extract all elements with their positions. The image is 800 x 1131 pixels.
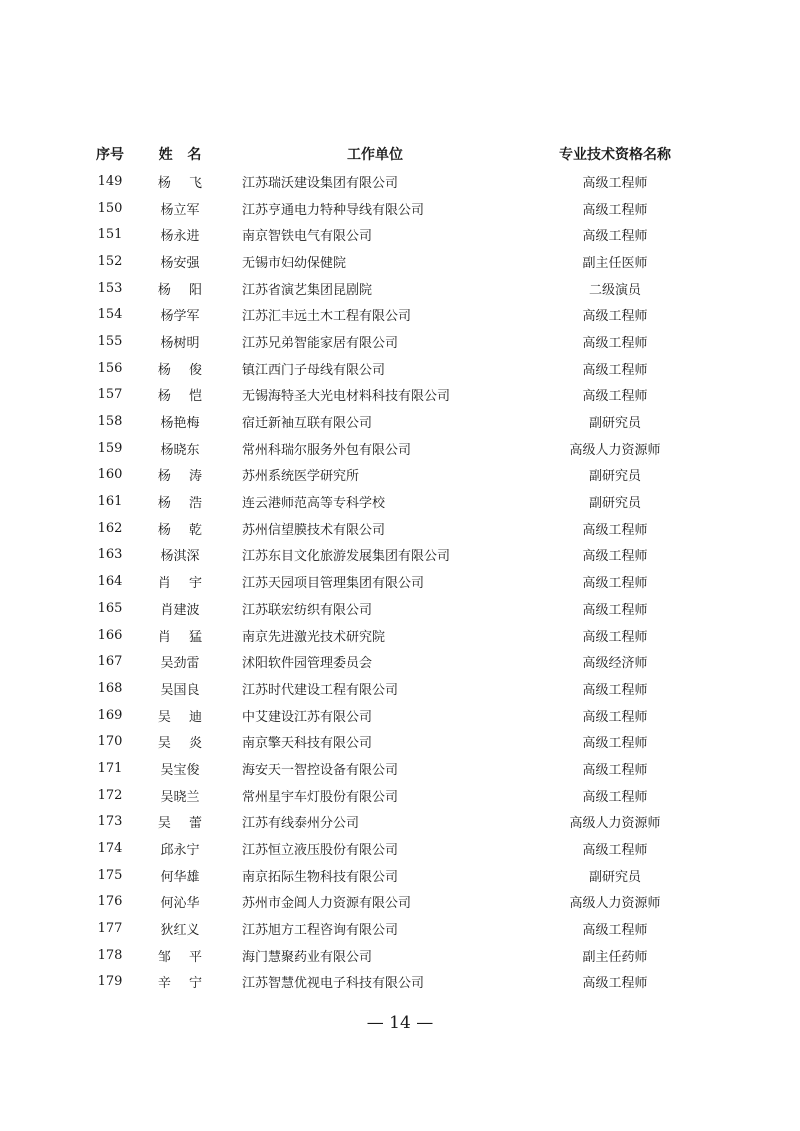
person-name: 吴劲雷 xyxy=(160,656,200,672)
qualification-title: 高级工程师 xyxy=(582,549,648,565)
work-unit: 镇江西门子母线有限公司 xyxy=(242,362,386,378)
person-name: 狄红义 xyxy=(160,923,200,939)
work-unit: 苏州市金阊人力资源有限公司 xyxy=(242,896,412,912)
person-name: 杨树明 xyxy=(160,335,200,351)
person-name: 吴 炎 xyxy=(157,736,203,752)
table-row xyxy=(90,728,710,755)
qualification-title: 高级工程师 xyxy=(582,789,648,805)
work-unit: 江苏联宏纺织有限公司 xyxy=(242,602,373,618)
person-name: 杨 恺 xyxy=(157,389,203,405)
qualification-title: 高级工程师 xyxy=(582,522,648,538)
person-name: 杨 涛 xyxy=(157,469,203,485)
work-unit: 苏州信望膜技术有限公司 xyxy=(242,522,386,538)
qualification-title: 高级工程师 xyxy=(582,682,648,698)
qualification-title: 副研究员 xyxy=(588,416,641,432)
person-name: 吴 迪 xyxy=(157,709,203,725)
table-row xyxy=(90,595,710,622)
table-row xyxy=(90,382,710,409)
person-name: 吴 蕾 xyxy=(157,816,203,832)
page-number: — 14 — xyxy=(366,1013,434,1033)
table-row xyxy=(90,542,710,569)
row-number: 178 xyxy=(97,947,123,963)
table-body xyxy=(90,168,710,995)
table-row xyxy=(90,702,710,729)
work-unit: 江苏兄弟智能家居有限公司 xyxy=(242,335,399,351)
work-unit: 江苏省演艺集团昆剧院 xyxy=(242,282,373,298)
person-name: 杨淇深 xyxy=(160,549,200,565)
row-number: 171 xyxy=(97,760,123,776)
person-name: 肖 宇 xyxy=(157,576,203,592)
row-number: 161 xyxy=(97,494,123,510)
row-number: 157 xyxy=(97,387,123,403)
person-name: 邱永宁 xyxy=(160,843,200,859)
person-name: 杨安强 xyxy=(160,255,200,271)
work-unit: 无锡海特圣大光电材料科技有限公司 xyxy=(242,389,451,405)
header-title: 专业技术资格名称 xyxy=(559,147,671,163)
table-row xyxy=(90,275,710,302)
row-number: 149 xyxy=(97,173,123,189)
work-unit: 江苏时代建设工程有限公司 xyxy=(242,682,399,698)
table-row xyxy=(90,328,710,355)
table-row xyxy=(90,889,710,916)
row-number: 158 xyxy=(97,414,123,430)
row-number: 177 xyxy=(97,921,123,937)
person-name: 吴宝俊 xyxy=(160,762,200,778)
qualification-title: 高级工程师 xyxy=(582,629,648,645)
row-number: 172 xyxy=(97,787,123,803)
qualification-title: 高级工程师 xyxy=(582,762,648,778)
row-number: 164 xyxy=(97,574,123,590)
person-name: 杨 俊 xyxy=(157,362,203,378)
person-name: 何华雄 xyxy=(160,869,200,885)
person-name: 杨 乾 xyxy=(157,522,203,538)
row-number: 163 xyxy=(97,547,123,563)
work-unit: 江苏天园项目管理集团有限公司 xyxy=(242,576,425,592)
row-number: 166 xyxy=(97,627,123,643)
table-row xyxy=(90,301,710,328)
qualification-title: 副研究员 xyxy=(588,469,641,485)
qualification-title: 高级工程师 xyxy=(582,923,648,939)
work-unit: 江苏瑞沃建设集团有限公司 xyxy=(242,175,399,191)
row-number: 154 xyxy=(97,307,123,323)
person-name: 何沁华 xyxy=(160,896,200,912)
table-row xyxy=(90,755,710,782)
table-row xyxy=(90,782,710,809)
header-no: 序号 xyxy=(96,147,124,163)
qualification-title: 高级工程师 xyxy=(582,736,648,752)
table-row xyxy=(90,488,710,515)
qualification-title: 高级工程师 xyxy=(582,843,648,859)
qualification-title: 高级人力资源师 xyxy=(569,896,661,912)
table-row xyxy=(90,435,710,462)
person-name: 肖建波 xyxy=(160,602,200,618)
qualification-title: 高级工程师 xyxy=(582,229,648,245)
work-unit: 宿迁新袖互联有限公司 xyxy=(242,416,373,432)
row-number: 156 xyxy=(97,360,123,376)
row-number: 170 xyxy=(97,734,123,750)
qualification-title: 高级工程师 xyxy=(582,709,648,725)
table-row xyxy=(90,622,710,649)
row-number: 168 xyxy=(97,680,123,696)
work-unit: 江苏东目文化旅游发展集团有限公司 xyxy=(242,549,451,565)
work-unit: 江苏智慧优视电子科技有限公司 xyxy=(242,976,425,992)
person-name: 邹 平 xyxy=(157,949,203,965)
table-row xyxy=(90,862,710,889)
row-number: 153 xyxy=(97,280,123,296)
work-unit: 南京先进激光技术研究院 xyxy=(242,629,386,645)
person-name: 吴晓兰 xyxy=(160,789,200,805)
table-row xyxy=(90,648,710,675)
person-name: 杨艳梅 xyxy=(160,416,200,432)
work-unit: 江苏汇丰远土木工程有限公司 xyxy=(242,309,412,325)
row-number: 167 xyxy=(97,654,123,670)
work-unit: 沭阳软件园管理委员会 xyxy=(242,656,373,672)
qualification-title: 高级工程师 xyxy=(582,335,648,351)
work-unit: 南京拓际生物科技有限公司 xyxy=(242,869,399,885)
work-unit: 江苏有线泰州分公司 xyxy=(242,816,360,832)
work-unit: 无锡市妇幼保健院 xyxy=(242,255,347,271)
qualification-title: 副主任药师 xyxy=(582,949,648,965)
person-name: 吴国良 xyxy=(160,682,200,698)
row-number: 159 xyxy=(97,440,123,456)
table-header-row xyxy=(90,140,710,168)
person-name: 杨永进 xyxy=(160,229,200,245)
person-name: 杨 阳 xyxy=(157,282,203,298)
row-number: 176 xyxy=(97,894,123,910)
work-unit: 海门慧聚药业有限公司 xyxy=(242,949,373,965)
qualification-title: 副主任医师 xyxy=(582,255,648,271)
qualification-title: 高级工程师 xyxy=(582,362,648,378)
row-number: 179 xyxy=(97,974,123,990)
qualification-title: 二级演员 xyxy=(588,282,641,298)
table-row xyxy=(90,675,710,702)
qualification-title: 高级工程师 xyxy=(582,202,648,218)
table-row xyxy=(90,168,710,195)
row-number: 162 xyxy=(97,520,123,536)
person-name: 辛 宁 xyxy=(157,976,203,992)
work-unit: 常州科瑞尔服务外包有限公司 xyxy=(242,442,412,458)
work-unit: 江苏旭方工程咨询有限公司 xyxy=(242,923,399,939)
table-row xyxy=(90,969,710,996)
work-unit: 南京智铁电气有限公司 xyxy=(242,229,373,245)
qualification-title: 高级工程师 xyxy=(582,976,648,992)
person-name: 肖 猛 xyxy=(157,629,203,645)
work-unit: 连云港师范高等专科学校 xyxy=(242,496,386,512)
table-row xyxy=(90,462,710,489)
table-row xyxy=(90,809,710,836)
work-unit: 江苏亨通电力特种导线有限公司 xyxy=(242,202,425,218)
qualification-title: 副研究员 xyxy=(588,869,641,885)
person-name: 杨立军 xyxy=(160,202,200,218)
qualification-title: 高级经济师 xyxy=(582,656,648,672)
qualification-title: 高级工程师 xyxy=(582,576,648,592)
header-unit: 工作单位 xyxy=(347,147,403,163)
work-unit: 江苏恒立液压股份有限公司 xyxy=(242,843,399,859)
row-number: 173 xyxy=(97,814,123,830)
row-number: 175 xyxy=(97,867,123,883)
header-name: 姓 名 xyxy=(158,147,202,163)
row-number: 150 xyxy=(97,200,123,216)
table-row xyxy=(90,835,710,862)
row-number: 165 xyxy=(97,600,123,616)
table-row xyxy=(90,195,710,222)
qualification-title: 高级人力资源师 xyxy=(569,816,661,832)
table-row xyxy=(90,221,710,248)
row-number: 174 xyxy=(97,841,123,857)
person-name: 杨学军 xyxy=(160,309,200,325)
table-row xyxy=(90,915,710,942)
table-row xyxy=(90,248,710,275)
roster-table xyxy=(90,140,710,995)
work-unit: 中艾建设江苏有限公司 xyxy=(242,709,373,725)
row-number: 169 xyxy=(97,707,123,723)
row-number: 155 xyxy=(97,333,123,349)
table-row xyxy=(90,355,710,382)
row-number: 152 xyxy=(97,253,123,269)
row-number: 160 xyxy=(97,467,123,483)
work-unit: 海安天一智控设备有限公司 xyxy=(242,762,399,778)
work-unit: 苏州系统医学研究所 xyxy=(242,469,360,485)
qualification-title: 副研究员 xyxy=(588,496,641,512)
row-number: 151 xyxy=(97,227,123,243)
qualification-title: 高级工程师 xyxy=(582,602,648,618)
qualification-title: 高级人力资源师 xyxy=(569,442,661,458)
qualification-title: 高级工程师 xyxy=(582,309,648,325)
person-name: 杨晓东 xyxy=(160,442,200,458)
person-name: 杨 飞 xyxy=(157,175,203,191)
person-name: 杨 浩 xyxy=(157,496,203,512)
work-unit: 南京擎天科技有限公司 xyxy=(242,736,373,752)
work-unit: 常州星宇车灯股份有限公司 xyxy=(242,789,399,805)
table-row xyxy=(90,942,710,969)
table-row xyxy=(90,408,710,435)
table-row xyxy=(90,568,710,595)
qualification-title: 高级工程师 xyxy=(582,175,648,191)
qualification-title: 高级工程师 xyxy=(582,389,648,405)
table-row xyxy=(90,515,710,542)
